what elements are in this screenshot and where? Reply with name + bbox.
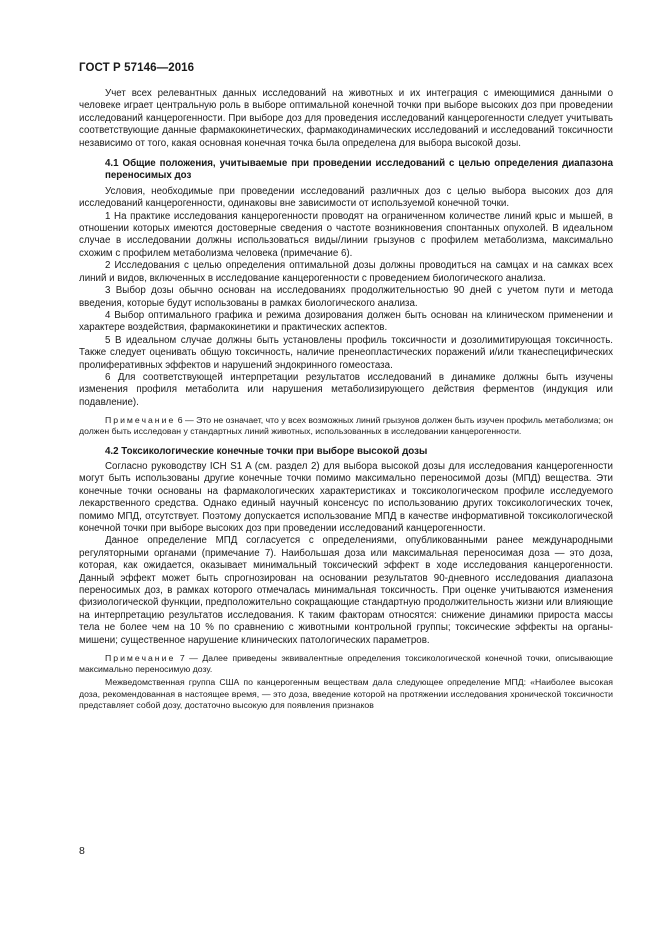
standard-header: ГОСТ Р 57146—2016	[79, 62, 195, 74]
section-4-1-item-5: 5 В идеальном случае должны быть установлены профиль токсичности и дозолимитирующая токсичность. Также следует оценивать общую токсичность, наличие пренеопластических поражений и/или тканеспецифических пролиферативных эффектов и нарушений эндокринного гомеостаза.	[79, 334, 613, 371]
note-6-label: Примечание	[105, 415, 176, 426]
page-number: 8	[79, 845, 85, 857]
section-4-2-paragraph-2: Данное определение МПД согласуется с определениями, опубликованными ранее международными регуляторными органами (примечание 7). Наибольшая доза или максимальная переносимая доза — это доза, которая, как ожидается, оказывает минимальный токсический эффект в ходе исследования канцерогенности. Данный эффект может быть спрогнозирован на основании результатов 90-дневного исследования диапазона переносимых доз, в рамках которого отмечалась минимальная токсичность. При оценке учитываются изменения физиологической функции, предположительно сокращающие стандартную продолжительность жизни или влияющие на интерпретацию результатов исследования. К таким факторам относятся: снижение динамики прироста массы тела не более чем на 10 % по сравнению с животными контрольной группы; токсические эффекты на органы-мишени; существенное нарушение клинических патологических параметров.	[79, 535, 613, 646]
note-6-text: 6 — Это не означает, что у всех возможных линий грызунов должен быть изучен профиль метаболизма; он должен быть исследован у стандартных линий животных, использованных в исследовании канцерогенности.	[79, 415, 613, 437]
section-4-1-item-6: 6 Для соответствующей интерпретации результатов исследований в динамике должны быть изучены изменения профиля метаболита или нарушения метаболизирующего действия ферментов (индукция или подавление).	[79, 371, 613, 408]
section-4-1-paragraph: Условия, необходимые при проведении исследований различных доз с целью выбора высоких доз для исследований канцерогенности, одинаковы вне зависимости от используемой конечной точки.	[79, 185, 613, 210]
intro-paragraph: Учет всех релевантных данных исследований на животных и их интеграция с имеющимися данными о человеке играет центральную роль в выборе оптимальной конечной точки при выборе высоких доз при проведении исследований канцерогенности. При выборе доз для проведения исследований канцерогенности следует учитывать соответствующие данные фармакокинетических, фармакодинамических исследований и исследований токсичности независимо от того, какая основная конечная точка была определена для выбора высокой дозы.	[79, 88, 613, 149]
section-4-1-item-1: 1 На практике исследования канцерогенности проводят на ограниченном количестве линий крыс и мышей, в отношении которых имеются достоверные сведения о частоте возникновения спонтанных опухолей. В идеальном случае в исследовании должны использоваться виды/линии грызунов с профилем метаболизма, максимально схожим с профилем метаболизма человека (примечание 6).	[79, 210, 613, 259]
section-4-1-heading: 4.1 Общие положения, учитываемые при проведении исследований с целью определения диапазона переносимых доз	[105, 158, 613, 182]
note-7-label: Примечание	[105, 653, 176, 664]
page-content	[79, 88, 613, 717]
note-7-continuation: Межведомственная группа США по канцерогенным веществам дала следующее определение МПД: «Наиболее высокая доза, рекомендованная в настоящее время, — это доза, введение которой на протяжении исследования хронической токсичности представляет собой дозу, достаточно высокую для появления признаков	[79, 677, 613, 710]
section-4-1-item-3: 3 Выбор дозы обычно основан на исследованиях продолжительностью 90 дней с учетом пути и метода введения, которые будут использованы в рамках биологического анализа.	[79, 285, 613, 309]
section-4-1-item-2: 2 Исследования с целью определения оптимальной дозы должны проводиться на самцах и на самках всех линий и видов, включенных в исследование канцерогенности с проведением биологического анализа.	[79, 260, 613, 284]
section-4-1-item-4: 4 Выбор оптимального графика и режима дозирования должен быть основан на клиническом применении и характере воздействия, фармакокинетики и практических аспектов.	[79, 309, 613, 334]
section-4-2-heading: 4.2 Токсикологические конечные точки при выборе высокой дозы	[105, 445, 428, 457]
note-7-text: 7 — Далее приведены эквивалентные определения токсикологической конечной точки, описывающие максимально переносимую дозу.	[79, 653, 613, 675]
note-6	[79, 415, 613, 437]
section-4-2-paragraph-1: Согласно руководству ICH S1 A (см. раздел 2) для выбора высокой дозы для исследования канцерогенности могут быть использованы другие конечные точки помимо максимально переносимой дозы (МПД) вещества. Эти конечные точки основаны на фармакологических характеристиках и токсикологическом профиле исследуемого лекарственного средства. Однако единый научный консенсус по использованию других токсикологических точек, помимо МПД, отсутствует. Поэтому допускается использование МПД в качестве информативной токсикологической конечной точки при выборе высоких доз при проведении исследований канцерогенности.	[79, 460, 613, 534]
note-7	[79, 653, 613, 675]
